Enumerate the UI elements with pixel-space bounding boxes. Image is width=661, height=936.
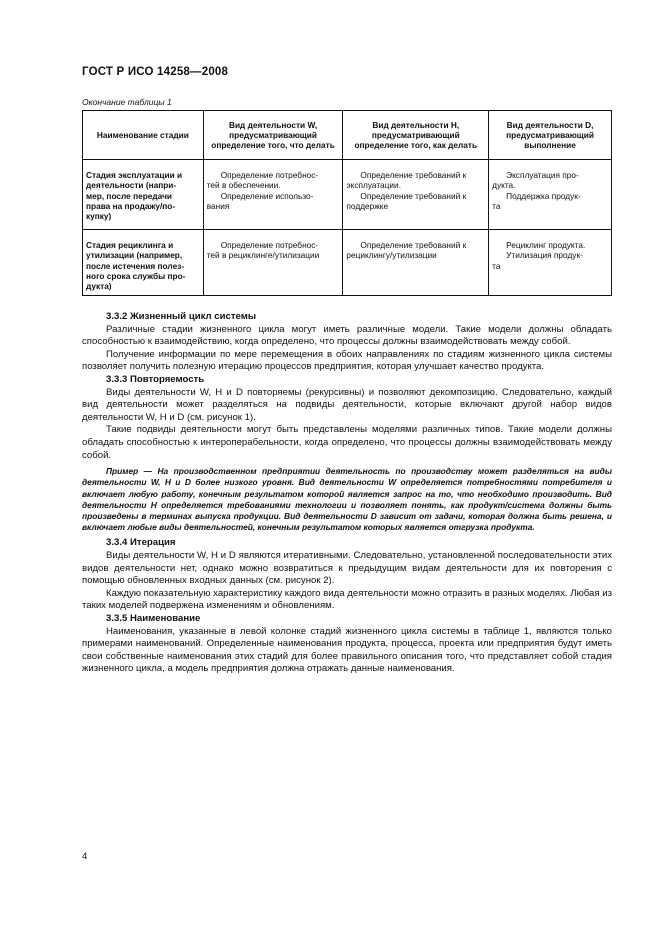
document-header: ГОСТ Р ИСО 14258—2008 xyxy=(82,66,229,78)
body-text xyxy=(82,311,612,676)
stage-line: Стадия эксплуатации и xyxy=(86,170,183,180)
section-heading: 3.3.5 Наименование xyxy=(106,612,201,624)
cell-line: Определение требований к xyxy=(360,240,467,250)
d-cell xyxy=(489,230,612,296)
table-header-row xyxy=(83,111,612,160)
cell-line: Поддержка продук- xyxy=(506,190,581,201)
stage-line: мер, после передачи xyxy=(86,190,172,201)
stage-line: ного срока службы про- xyxy=(86,270,186,281)
paragraph: Различные стадии жизненного цикла могут иметь различные модели. Такие модели должны обладать способностью к взаимодействию, когда определено, что процессы должны взаимодействовать между собой. xyxy=(82,323,612,348)
stage-line: после истечения полез- xyxy=(86,260,185,271)
column-header-w: Вид деятельности W, предусматривающий определение того, что делать xyxy=(203,111,343,160)
h-cell xyxy=(343,160,489,230)
cell-line: эксплуатации. xyxy=(346,180,401,191)
paragraph: Получение информации по мере перемещения в обоих направлениях по стадиям жизненного цикла системы позволяет получить полезную итерацию процессов предприятия, которая улучшает качество продукта. xyxy=(82,348,612,373)
table-caption: Окончание таблицы 1 xyxy=(82,97,172,107)
cell-line: Эксплуатация про- xyxy=(506,170,579,180)
stage-line: дукта) xyxy=(86,281,112,292)
cell-line: рециклингу/утилизации xyxy=(346,250,437,261)
section-heading: 3.3.3 Повторяемость xyxy=(106,373,205,385)
w-cell xyxy=(203,230,343,296)
lifecycle-table xyxy=(82,110,612,296)
stage-cell xyxy=(83,160,204,230)
cell-line: Определение требований к xyxy=(360,170,467,180)
cell-line: Определение использо- xyxy=(220,190,314,201)
section-heading: 3.3.4 Итерация xyxy=(106,537,176,549)
column-header-stage: Наименование стадии xyxy=(83,111,204,160)
cell-line: Утилизация продук- xyxy=(506,250,583,261)
section-heading: 3.3.2 Жизненный цикл системы xyxy=(106,311,257,322)
page-number: 4 xyxy=(82,851,88,862)
paragraph: Виды деятельности W, H и D повторяемы (рекурсивны) и позволяют декомпозицию. Следовательно, каждый вид деятельности может разделяться на подвиды деятельности, которые включают другой набор видов деятельности W, H и D (см. рисунок 1). xyxy=(82,386,612,423)
paragraph: Такие подвиды деятельности могут быть представлены моделями различных типов. Такие модели должны обладать способностью к интероперабельности, когда определено, что процессы должны взаимодействовать между собой. xyxy=(82,424,612,461)
paragraph: Наименования, указанные в левой колонке стадий жизненного цикла системы в таблице 1, являются только примерами наименований. Определенные наименования продукта, процесса, проекта или предприятия будут иметь свои собственные наименования этих стадий для более правильного описания того, что представляет собой стадия жизненного цикла, а модель предприятия должна отражать данные наименования. xyxy=(82,625,612,675)
cell-line: Рециклинг продукта. xyxy=(506,240,586,250)
cell-line: та xyxy=(492,200,501,211)
paragraph: Каждую показательную характеристику каждого вида деятельности можно отразить в разных моделях. Любая из таких моделей подвержена изменениям и обновлениям. xyxy=(82,587,612,612)
table-row xyxy=(83,160,612,230)
example-note: Пример — На производственном предприятии деятельность по производству может разделяться на виды деятельности W, H и D более низкого уровня. Вид деятельности W определяется потребностями потребителя и включает любую работу, конечным результатом которой является запрос на то, что необходимо производить. Вид деятельности H определяется требованиями технологии и позволяет понять, как продукт/система должны быть произведены в терминах выпуска продукции. Вид деятельности D зависит от задачи, которая должна быть решена, и включает любые виды деятельностей, конечным результатом которых является отгрузка продукта. xyxy=(82,466,612,533)
cell-line: Определение требований к xyxy=(360,190,467,201)
cell-line: поддержке xyxy=(346,200,389,211)
cell-line: Определение потребнос- xyxy=(220,240,319,250)
d-cell xyxy=(489,160,612,230)
stage-line: деятельности (напри- xyxy=(86,180,177,191)
stage-line: Стадия рециклинга и xyxy=(86,240,174,250)
cell-line: дукта. xyxy=(492,180,516,191)
stage-line: права на продажу/по- xyxy=(86,200,176,211)
stage-line: утилизации (например, xyxy=(86,250,183,261)
h-cell xyxy=(343,230,489,296)
cell-line: тей в рециклинге/утилизации xyxy=(206,250,320,261)
cell-line: Определение потребнос- xyxy=(220,170,319,180)
stage-cell xyxy=(83,230,204,296)
cell-line: тей в обеспечении. xyxy=(206,180,281,191)
w-cell xyxy=(203,160,343,230)
cell-line: та xyxy=(492,260,501,271)
column-header-h: Вид деятельности H, предусматривающий определение того, как делать xyxy=(343,111,489,160)
column-header-d: Вид деятельности D, предусматривающий выполнение xyxy=(489,111,612,160)
cell-line: вания xyxy=(206,200,230,211)
table-row xyxy=(83,230,612,296)
stage-line: купку) xyxy=(86,211,112,222)
paragraph: Виды деятельности W, H и D являются итеративными. Следовательно, установленной последовательности этих видов деятельности нет, однако можно возвратиться к предыдущим видам деятельности для их повторения с помощью обновленных входных данных (см. рисунок 2). xyxy=(82,549,612,587)
